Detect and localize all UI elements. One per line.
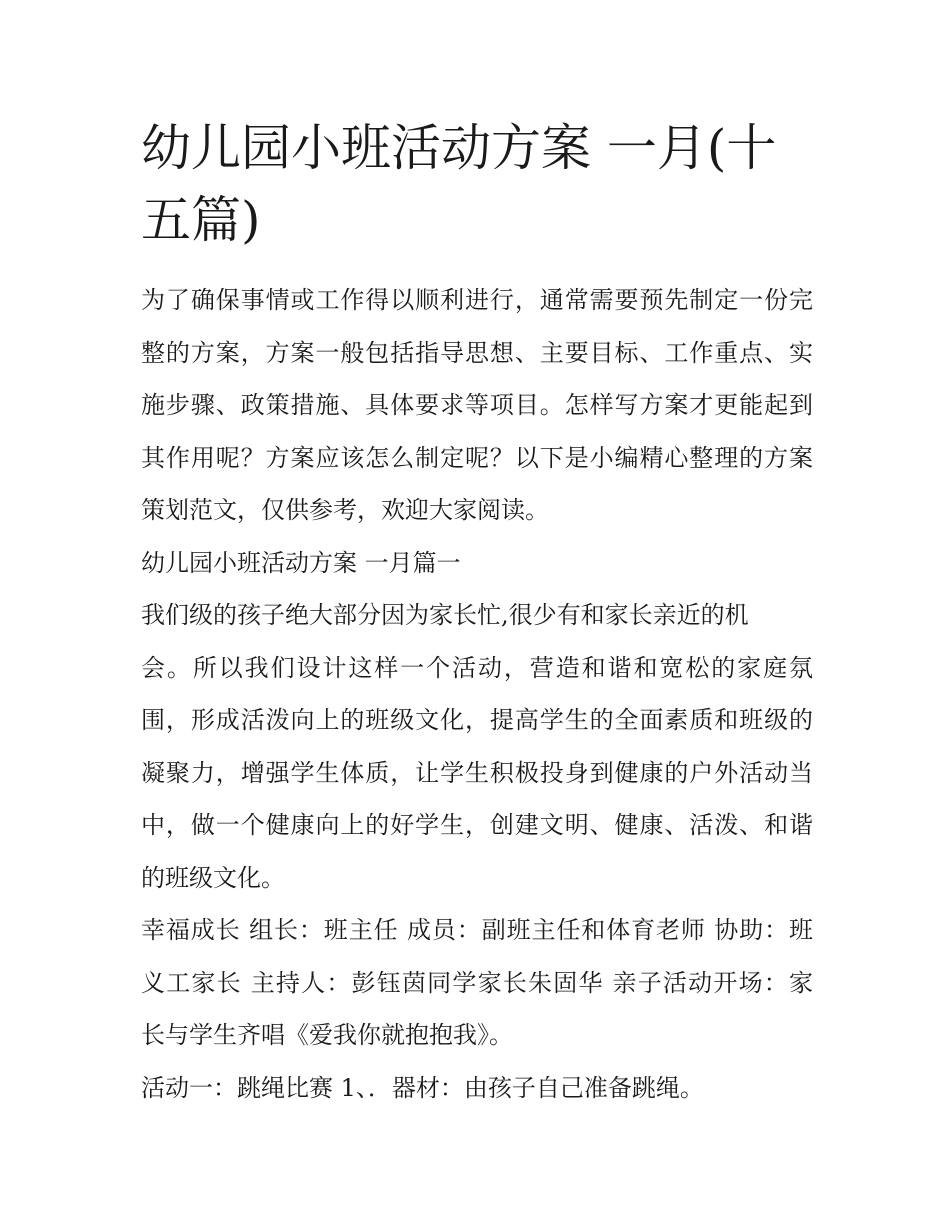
- organization-line: 长与学生齐唱《爱我你就抱抱我》。: [141, 1021, 513, 1049]
- section-line: 我们级的孩子绝大部分因为家长忙,很少有和家长亲近的机: [141, 601, 749, 629]
- intro-line: 整的方案，方案一般包括指导思想、主要目标、工作重点、实: [141, 338, 813, 367]
- section-line: 凝聚力，增强学生体质，让学生积极投身到健康的户外活动当: [141, 758, 813, 787]
- organization-line: 义工家长 主持人：彭钰茵同学家长朱固华 亲子活动开场：家: [141, 968, 813, 997]
- title-line-1: 幼儿园小班活动方案 一月(十: [141, 119, 777, 177]
- section-paragraph: [141, 589, 813, 904]
- section-line: 围，形成活泼向上的班级文化，提高学生的全面素质和班级的: [141, 706, 813, 734]
- intro-line: 策划范文，仅供参考，欢迎大家阅读。: [141, 496, 549, 524]
- intro-line: 为了确保事情或工作得以顺利进行，通常需要预先制定一份完: [141, 286, 813, 314]
- title-line-2: 五篇): [141, 191, 261, 249]
- intro-line: 其作用呢？方案应该怎么制定呢？以下是小编精心整理的方案: [141, 443, 813, 472]
- intro-paragraph: [141, 274, 813, 537]
- section-line: 中，做一个健康向上的好学生，创建文明、健康、活泼、和谐: [141, 811, 813, 839]
- section-line: 会。所以我们设计这样一个活动，营造和谐和宽松的家庭氛: [141, 653, 813, 682]
- section-line: 的班级文化。: [141, 863, 285, 892]
- section-heading: 幼儿园小班活动方案 一月篇一: [141, 548, 461, 577]
- organization-paragraph: [141, 904, 813, 1062]
- document-title: [141, 112, 813, 256]
- intro-line: 施步骤、政策措施、具体要求等项目。怎样写方案才更能起到: [141, 391, 813, 419]
- activity-line: 活动一：跳绳比赛 1、．器材：由孩子自己准备跳绳。: [141, 1073, 704, 1102]
- activity-paragraph: [141, 1062, 813, 1115]
- organization-line: 幸福成长 组长：班主任 成员：副班主任和体育老师 协助：班: [141, 916, 813, 944]
- document-body: [141, 112, 813, 1114]
